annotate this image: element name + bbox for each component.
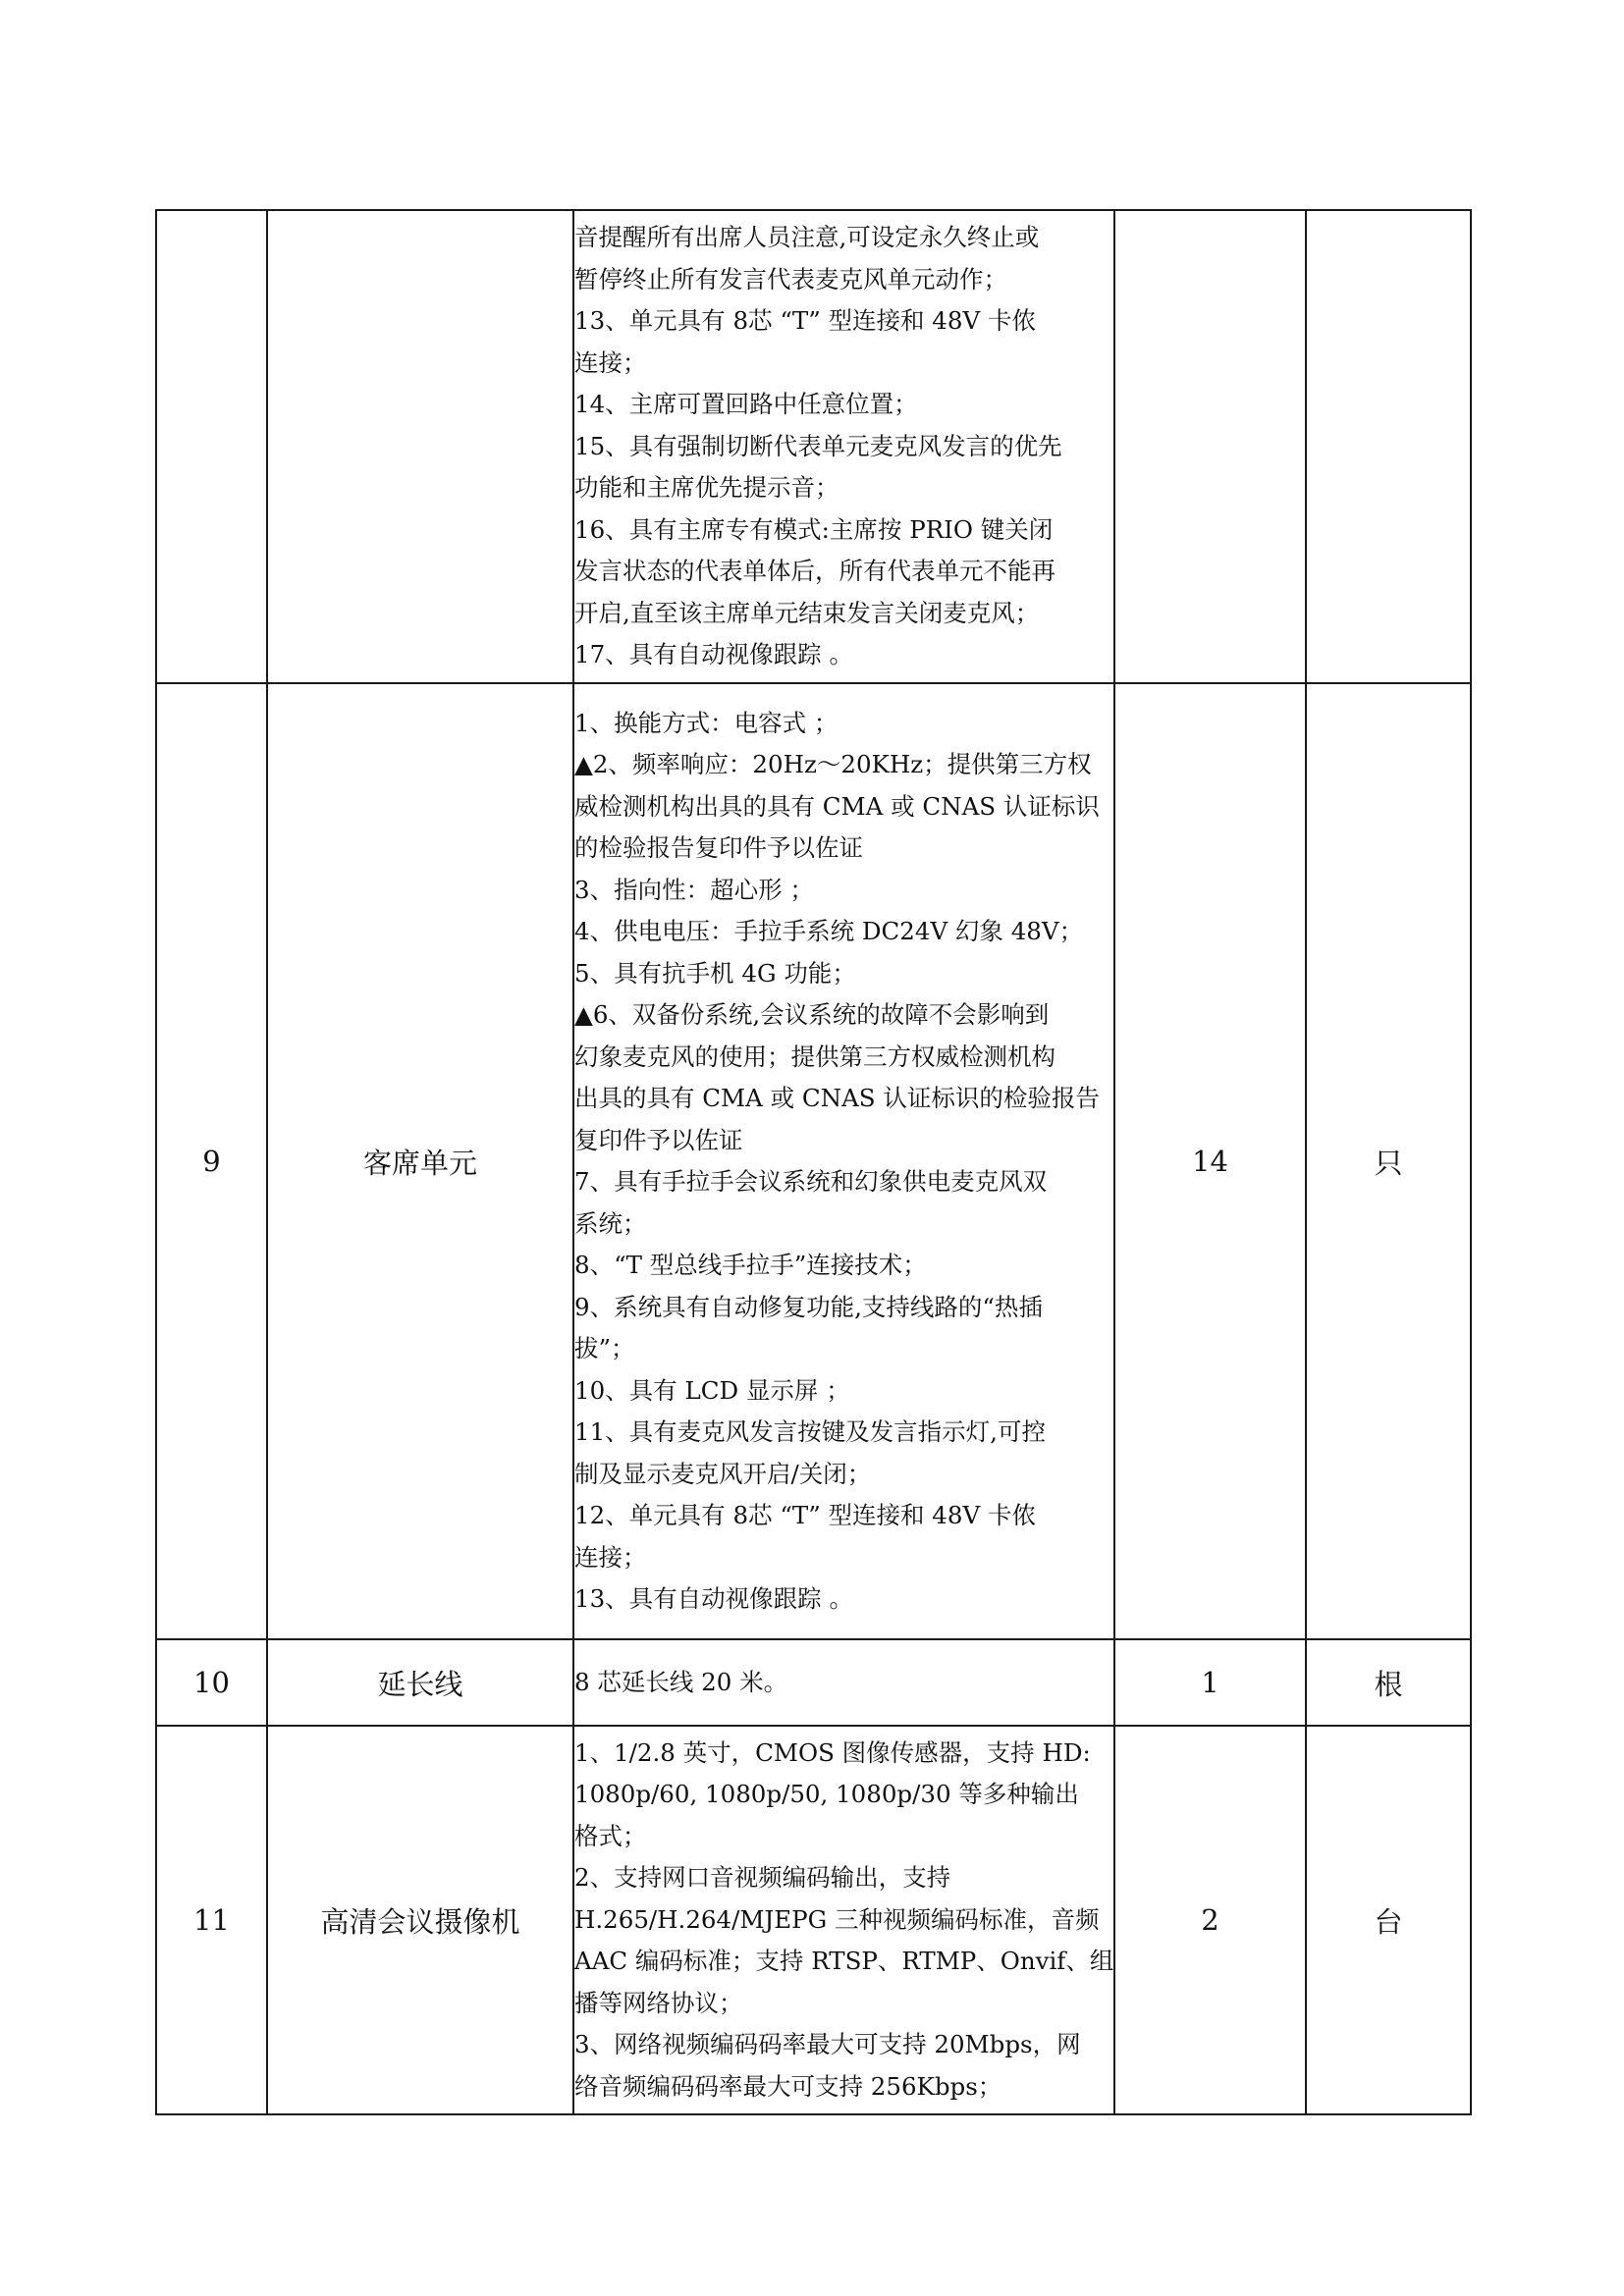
spec-line: ▲6、双备份系统,会议系统的故障不会影响到 — [574, 1000, 1050, 1029]
item-number: 10 — [156, 1639, 267, 1726]
spec-line: AAC 编码标准；支持 RTSP、RTMP、Onvif、组 — [574, 1947, 1113, 1976]
table-row — [156, 683, 1471, 1639]
item-spec — [573, 210, 1114, 683]
spec-line: 连接； — [574, 1542, 647, 1572]
spec-line: 的检验报告复印件予以佐证 — [574, 833, 863, 862]
spec-line: 3、网络视频编码码率最大可支持 20Mbps，网 — [574, 2030, 1081, 2059]
item-quantity — [1114, 210, 1306, 683]
item-quantity: 2 — [1114, 1726, 1306, 2114]
spec-line: 7、具有手拉手会议系统和幻象供电麦克风双 — [574, 1167, 1048, 1196]
item-number — [156, 210, 267, 683]
item-number: 9 — [156, 683, 267, 1639]
item-quantity: 1 — [1114, 1639, 1306, 1726]
spec-line: 3、指向性：超心形 ； — [574, 875, 814, 904]
spec-line: 络音频编码码率最大可支持 256Kbps； — [574, 2071, 1002, 2101]
spec-line: 4、供电电压：手拉手系统 DC24V 幻象 48V； — [574, 917, 1084, 945]
item-unit — [1306, 210, 1471, 683]
spec-line: 16、具有主席专有模式:主席按 PRIO 键关闭 — [574, 514, 1054, 544]
spec-line: 11、具有麦克风发言按键及发言指示灯,可控 — [574, 1417, 1046, 1446]
spec-line: 14、主席可置回路中任意位置； — [574, 390, 918, 419]
spec-line: 出具的具有 CMA 或 CNAS 认证标识的检验报告 — [574, 1084, 1100, 1112]
spec-line: ▲2、频率响应：20Hz～20KHz；提供第三方权 — [574, 750, 1092, 778]
table-row — [156, 1639, 1471, 1726]
spec-line: 13、具有自动视像跟踪 。 — [574, 1584, 853, 1613]
spec-line: 1、换能方式：电容式 ； — [574, 708, 839, 737]
spec-line: 13、单元具有 8芯 “T” 型连接和 48V 卡侬 — [574, 306, 1036, 336]
item-unit: 台 — [1306, 1726, 1471, 2114]
spec-line: 拔”； — [574, 1334, 635, 1362]
item-name: 客席单元 — [267, 683, 573, 1639]
spec-line: 10、具有 LCD 显示屏 ； — [574, 1375, 850, 1405]
item-name: 高清会议摄像机 — [267, 1726, 573, 2114]
spec-line: 音提醒所有出席人员注意,可设定永久终止或 — [574, 223, 1040, 252]
spec-line: 12、单元具有 8芯 “T” 型连接和 48V 卡侬 — [574, 1501, 1036, 1529]
item-spec — [573, 1639, 1114, 1726]
table-row — [156, 210, 1471, 683]
spec-line: H.265/H.264/MJEPG 三种视频编码标准，音频 — [574, 1904, 1100, 1934]
spec-line: 格式； — [574, 1821, 647, 1850]
spec-line: 功能和主席优先提示音； — [574, 473, 839, 503]
spec-line: 系统； — [574, 1208, 647, 1238]
item-spec — [573, 683, 1114, 1639]
spec-line: 连接； — [574, 347, 647, 377]
spec-line: 播等网络协议； — [574, 1988, 743, 2017]
item-spec — [573, 1726, 1114, 2114]
item-name: 延长线 — [267, 1639, 573, 1726]
item-unit: 根 — [1306, 1639, 1471, 1726]
spec-line: 9、系统具有自动修复功能,支持线路的“热插 — [574, 1292, 1043, 1321]
item-number: 11 — [156, 1726, 267, 2114]
spec-line: 1080p/60, 1080p/50, 1080p/30 等多种输出 — [574, 1780, 1079, 1809]
spec-table — [155, 209, 1472, 2115]
spec-line: 幻象麦克风的使用；提供第三方权威检测机构 — [574, 1041, 1056, 1071]
spec-line: 1、1/2.8 英寸，CMOS 图像传感器，支持 HD: — [574, 1737, 1091, 1767]
spec-line: 15、具有强制切断代表单元麦克风发言的优先 — [574, 431, 1062, 460]
spec-line: 发言状态的代表单体后，所有代表单元不能再 — [574, 557, 1056, 586]
spec-line: 8 芯延长线 20 米。 — [574, 1667, 788, 1696]
spec-line: 威检测机构出具的具有 CMA 或 CNAS 认证标识 — [574, 791, 1100, 821]
spec-line: 开启,直至该主席单元结束发言关闭麦克风； — [574, 598, 1040, 627]
item-unit: 只 — [1306, 683, 1471, 1639]
table-row — [156, 1726, 1471, 2114]
spec-line: 5、具有抗手机 4G 功能； — [574, 958, 856, 988]
item-name — [267, 210, 573, 683]
spec-line: 8、“T 型总线手拉手”连接技术； — [574, 1251, 927, 1279]
spec-line: 17、具有自动视像跟踪 。 — [574, 640, 853, 669]
spec-line: 复印件予以佐证 — [574, 1125, 743, 1154]
spec-line: 制及显示麦克风开启/关闭； — [574, 1459, 872, 1488]
spec-line: 暂停终止所有发言代表麦克风单元动作； — [574, 264, 1007, 294]
spec-line: 2、支持网口音视频编码输出，支持 — [574, 1863, 951, 1893]
item-quantity: 14 — [1114, 683, 1306, 1639]
